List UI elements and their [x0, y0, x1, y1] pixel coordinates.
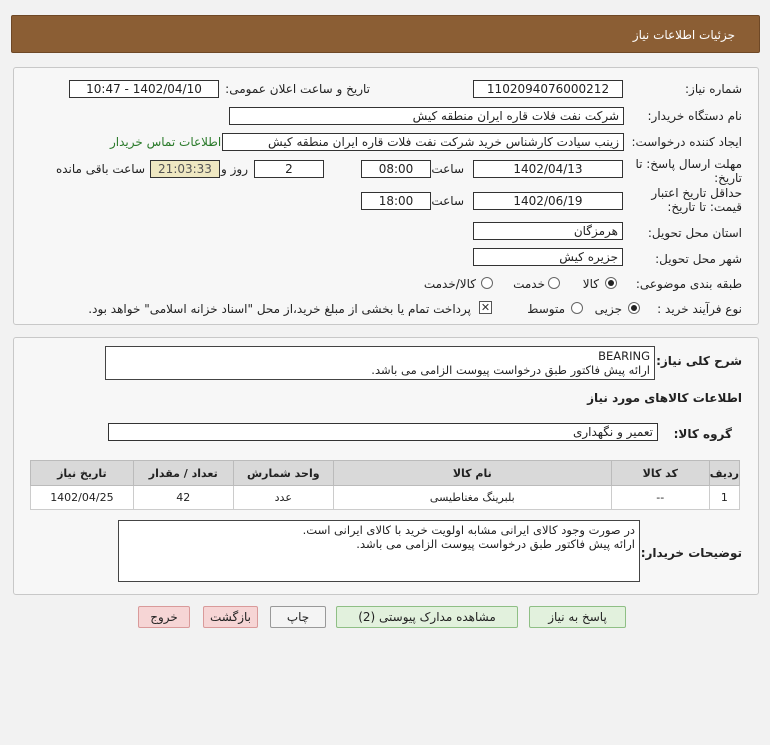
cell-date: 1402/04/25: [31, 486, 134, 510]
general-desc-line1: BEARING: [598, 349, 650, 363]
process-label: نوع فرآیند خرید :: [657, 302, 742, 316]
treasury-payment-checkbox[interactable]: ✕: [480, 301, 491, 314]
cell-name: بلبرینگ مغناطیسی: [333, 486, 611, 510]
requester-field: زینب سیادت کارشناس خرید شرکت نفت فلات قاره ایران منطقه کیش: [222, 133, 624, 151]
items-table-header-row: [31, 461, 740, 486]
back-button[interactable]: بازگشت: [203, 606, 258, 628]
days-label: روز و: [221, 162, 248, 176]
col-qty-header: تعداد / مقدار: [133, 461, 233, 486]
buyer-org-field: شرکت نفت فلات قاره ایران منطقه کیش: [229, 107, 624, 125]
city-label: شهر محل تحویل:: [655, 252, 742, 266]
page-title: جزئیات اطلاعات نیاز: [632, 28, 735, 42]
validity-time-field: 18:00: [361, 192, 431, 210]
validity-time-label: ساعت: [431, 194, 464, 208]
buyer-notes-label: توضیحات خریدار:: [640, 546, 742, 560]
cell-row: 1: [709, 486, 739, 510]
items-section-title: اطلاعات کالاهای مورد نیاز: [587, 391, 742, 405]
category-radio-both[interactable]: [481, 277, 493, 289]
days-field: 2: [254, 160, 324, 178]
remaining-label: ساعت باقی مانده: [55, 162, 145, 176]
province-label: استان محل تحویل:: [647, 226, 742, 240]
col-code-header: کد کالا: [611, 461, 709, 486]
remaining-time-field: 21:03:33: [150, 160, 220, 178]
process-radio-medium[interactable]: [571, 302, 583, 314]
process-option-minor: جزیی: [594, 302, 622, 316]
col-unit-header: واحد شمارش: [233, 461, 333, 486]
col-date-header: تاریخ نیاز: [31, 461, 134, 486]
validity-date-field: 1402/06/19: [473, 192, 623, 210]
print-button[interactable]: چاپ: [270, 606, 326, 628]
buyer-org-label: نام دستگاه خریدار:: [647, 109, 742, 123]
category-label: طبقه بندی موضوعی:: [635, 277, 742, 291]
treasury-payment-note: پرداخت تمام یا بخشی از مبلغ خرید،از محل "اسناد خزانه اسلامی" خواهد بود.: [88, 302, 471, 316]
requester-label: ایجاد کننده درخواست:: [631, 135, 742, 149]
validity-label: حداقل تاریخ اعتبار قیمت: تا تاریخ:: [651, 186, 742, 214]
cell-unit: عدد: [233, 486, 333, 510]
process-radio-minor[interactable]: [628, 302, 640, 314]
category-option-goods: کالا: [582, 277, 599, 291]
buyer-notes-field: [118, 520, 640, 582]
category-option-both: کالا/خدمت: [423, 277, 476, 291]
items-table: [30, 460, 740, 510]
city-field: جزیره کیش: [473, 248, 623, 266]
buyer-notes-line2: ارائه پیش فاکتور طبق درخواست پیوست الزامی می باشد.: [356, 537, 635, 551]
general-desc-line2: ارائه پیش فاکتور طبق درخواست پیوست الزامی می باشد.: [371, 363, 650, 377]
need-number-field: 1102094076000212: [473, 80, 623, 98]
category-radio-service[interactable]: [548, 277, 560, 289]
cell-code: --: [611, 486, 709, 510]
general-desc-label: شرح کلی نیاز:: [656, 354, 742, 368]
deadline-date-field: 1402/04/13: [473, 160, 623, 178]
deadline-time-field: 08:00: [361, 160, 431, 178]
reply-button[interactable]: پاسخ به نیاز: [529, 606, 626, 628]
col-row-header: ردیف: [709, 461, 739, 486]
cell-qty: 42: [133, 486, 233, 510]
need-number-label: شماره نیاز:: [685, 82, 742, 96]
category-radio-goods[interactable]: [605, 277, 617, 289]
goods-group-label: گروه کالا:: [673, 427, 732, 441]
deadline-label: مهلت ارسال پاسخ: تا تاریخ:: [635, 157, 742, 185]
province-field: هرمزگان: [473, 222, 623, 240]
exit-button[interactable]: خروج: [138, 606, 190, 628]
process-option-medium: متوسط: [527, 302, 565, 316]
table-row: [31, 486, 740, 510]
deadline-time-label: ساعت: [431, 162, 464, 176]
category-option-service: خدمت: [513, 277, 545, 291]
col-name-header: نام کالا: [333, 461, 611, 486]
buyer-notes-line1: در صورت وجود کالای ایرانی مشابه اولویت خرید با کالای ایرانی است.: [302, 523, 635, 537]
attachments-button[interactable]: مشاهده مدارک پیوستی (2): [336, 606, 518, 628]
goods-group-field: تعمیر و نگهداری: [108, 423, 658, 441]
contact-buyer-link[interactable]: اطلاعات تماس خریدار: [110, 135, 222, 149]
page-header: [11, 15, 760, 53]
announce-field: 1402/04/10 - 10:47: [69, 80, 219, 98]
announce-label: تاریخ و ساعت اعلان عمومی:: [225, 82, 370, 96]
general-desc-field: [105, 346, 655, 380]
